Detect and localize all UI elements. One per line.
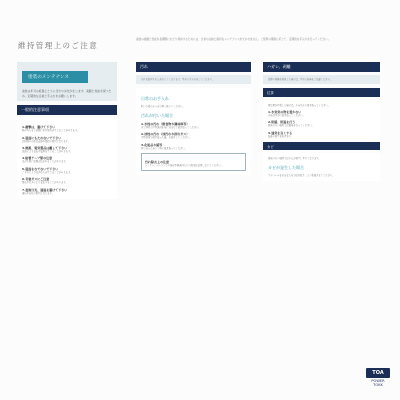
point-text: 結露の発生を防ぎます。: [268, 134, 294, 138]
note-heading: 6.有害ガスにご注意: [22, 177, 50, 182]
maintenance-body: 塗装は年月の経過とともに汚れや劣化が生じます。美観と性能を保つため、定期的な点検と手入れをお願いします。: [22, 89, 112, 98]
note-text: 退色や劣化の原因となります。: [22, 191, 54, 195]
removal-caution-box: [141, 153, 246, 171]
logo-text: [366, 379, 390, 387]
mold-body: 湿気の多い場所ではカビが発生しやすくなります。: [268, 157, 321, 161]
peeling-body: 塗膜の剥離を発見した場合は、早めに補修をご依頼ください。: [268, 78, 333, 81]
stain-heading: 3.化粧品や錆等: [141, 142, 163, 147]
mold-sub-body: アルコールを含ませた布で拭き取り、よく乾燥させてください。: [268, 173, 335, 177]
column-dirt: [136, 62, 251, 175]
note-text: こすれにより光沢むらが生じることがあります。: [22, 170, 73, 174]
peeling-panel: [263, 75, 380, 84]
mold-panel: [263, 153, 380, 181]
dirt-body: 汚れを放置すると落ちにくくなります。早めに手入れをしてください。: [141, 78, 215, 81]
column-peeling: [263, 62, 380, 181]
maintenance-panel: [17, 62, 117, 101]
note-heading: 4.粘着テープ類の注意: [22, 156, 53, 161]
note-text: はがす際に塗膜がはがれることがあります。: [22, 160, 68, 164]
stain-heading: 1.水性の汚れ（飲食物や調味料等）: [141, 121, 190, 126]
chemical-panel: [263, 100, 380, 143]
dirt-detail-panel: [136, 88, 251, 175]
chemical-heading: 紅茶: [263, 88, 380, 96]
note-heading: 7.直射日光、過湿を避けて下さい: [22, 187, 68, 192]
intro-text: 塗装の美観と性能を長期間にわたり保持するためには、日常の点検と適切なメンテナンスが欠かせません。ご使用の環境に応じて、定期的な手入れを行ってください。: [136, 38, 331, 41]
note-text: 物が当たると塗膜に傷や割れが生じることがあります。: [22, 129, 80, 133]
maintenance-heading: 塗装のメンテナンス: [22, 71, 88, 83]
note-heading: 5.塗面をなでないで下さい: [22, 166, 59, 171]
stain-title: 汚れが付いた場合: [141, 112, 173, 118]
chemical-body: 薬品類が付着した場合は、すみやかに拭き取ってください。: [268, 103, 331, 107]
note-text: 高温により変色や変形を生じることがあります。: [22, 150, 73, 153]
point-heading: 3.通気を良くする: [268, 130, 293, 135]
daily-care-title: 日常のお手入れ: [141, 96, 169, 102]
stain-text: 水で薄めた中性洗剤を布に含ませて拭き取ってください。: [141, 125, 201, 129]
point-heading: 2.防錆、防湿を行う: [268, 120, 296, 125]
general-notes-heading: 一般的注意事項: [17, 105, 117, 115]
daily-care-body: 乾いた柔らかい布で軽く拭いてください。: [141, 105, 185, 109]
note-heading: 3.熱源、電気製品は離して下さい: [22, 146, 68, 150]
note-heading: 1.衝撃は、避けて下さい: [22, 125, 56, 130]
removal-caution-body: シンナー、ベンジン等の溶剤や研磨剤入りの洗剤は使用しないでください。: [145, 164, 223, 168]
dirt-panel: [136, 75, 251, 84]
peeling-heading: ハガレ、剥離: [263, 62, 380, 72]
point-text: 水滴は早めに拭き取ってください。: [268, 114, 305, 117]
dirt-heading: 汚れ: [136, 62, 251, 72]
point-text: 湿気の多い場所では換気を行ってください。: [268, 124, 314, 128]
general-notes-list: [17, 118, 117, 199]
point-heading: 1.水気気の物を置かない: [268, 110, 302, 114]
note-text: 長時間の荷重は変形や損傷の原因となります。: [22, 139, 71, 143]
stain-heading: 2.油性の汚れ（油汚れや排出ガス）: [141, 132, 190, 137]
logo-badge: TOA: [366, 368, 390, 378]
stain-text: 中性洗剤で拭き取った後、水拭きしてください。: [141, 136, 192, 140]
logo-line-1: POWER: [371, 379, 385, 383]
column-maintenance: [17, 62, 117, 199]
note-heading: 2.塗面にもたれないで下さい: [22, 135, 62, 140]
removal-caution-title: 汚れ除去上の注意: [145, 160, 170, 165]
stain-text: 固く絞った布で丁寧に拭き取ってください。: [141, 146, 187, 150]
brand-logo: [366, 368, 390, 388]
note-text: 薬品やガスにより変色することがあります。: [22, 181, 68, 185]
page-title: 維持管理上のご注意: [18, 41, 99, 50]
logo-line-2: TOKK: [373, 383, 383, 387]
mold-sub-title: カビが発生した場合: [268, 164, 304, 170]
mold-heading: カビ: [263, 142, 380, 150]
